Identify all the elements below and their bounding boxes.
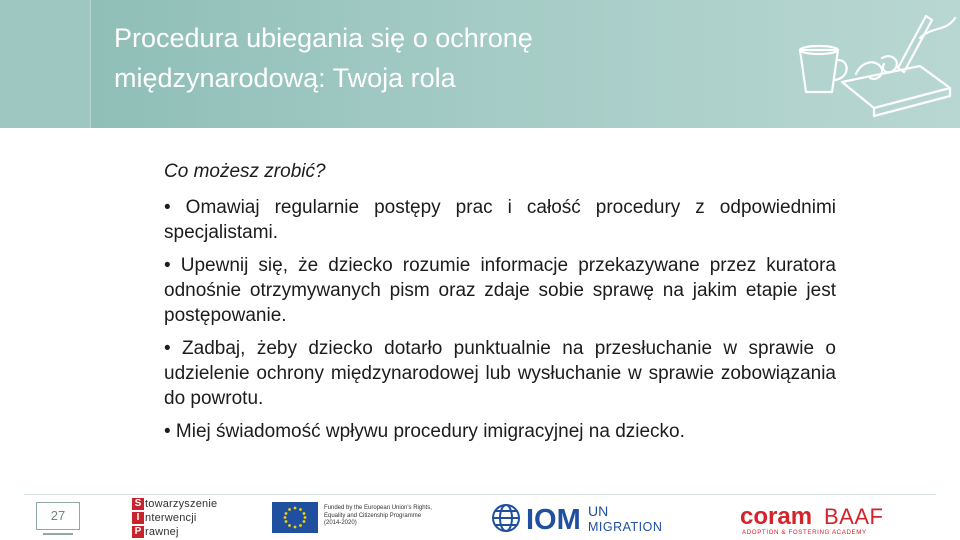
- baaf-wordmark: BAAF: [824, 504, 884, 529]
- coram-baaf-logo: [740, 500, 890, 536]
- coram-tagline: ADOPTION & FOSTERING ACADEMY: [742, 529, 867, 536]
- sip-letter: P: [132, 526, 144, 538]
- bullet-item: • Upewnij się, że dziecko rozumie informacje przekazywane przez kuratora odnośnie otrzymywanych pism oraz zdaje sobie sprawę na jakim etapie jest postępowanie.: [164, 255, 836, 326]
- bullet-item: • Miej świadomość wpływu procedury imigracyjnej na dziecko.: [164, 421, 685, 442]
- sip-word: towarzyszenie: [145, 498, 218, 510]
- coffee-cup-notebook-pen-icon: [770, 8, 960, 128]
- sip-letter: S: [132, 498, 144, 510]
- iom-globe-emblem-icon: [493, 505, 519, 531]
- slide-header: [0, 0, 960, 128]
- sip-word: rawnej: [145, 526, 179, 538]
- title-line-2: międzynarodową: Twoja rola: [114, 63, 456, 93]
- slide-body: [164, 157, 836, 444]
- title-line-1: Procedura ubiegania się o ochronę: [114, 23, 533, 53]
- eu-flag-icon: [272, 502, 318, 533]
- footer-divider: [24, 494, 936, 495]
- bullet-item: • Zadbaj, żeby dziecko dotarło punktualnie na przesłuchanie w sprawie o udzielenie ochrony międzynarodowej lub wysłuchanie w sprawie zobowiązania do powrotu.: [164, 338, 836, 409]
- bullet-item: • Omawiaj regularnie postępy prac i całość procedury z odpowiednimi specjalistami.: [164, 197, 836, 243]
- sip-letter: I: [132, 512, 144, 524]
- iom-wordmark: IOM: [526, 504, 581, 536]
- iom-un-label: UN: [588, 503, 609, 519]
- sip-logo: [132, 497, 222, 539]
- coram-wordmark: coram: [740, 503, 813, 530]
- sip-word: nterwencji: [145, 512, 197, 524]
- question-heading: Co możesz zrobić?: [164, 161, 326, 182]
- page-number: 27: [36, 502, 80, 530]
- iom-logo: [490, 500, 680, 536]
- iom-migration-label: MIGRATION: [588, 520, 663, 534]
- eu-funding-note: Funded by the European Union's Rights, Equality and Citizenship Programme (2014-2020): [324, 505, 432, 526]
- slide-title: [114, 18, 674, 98]
